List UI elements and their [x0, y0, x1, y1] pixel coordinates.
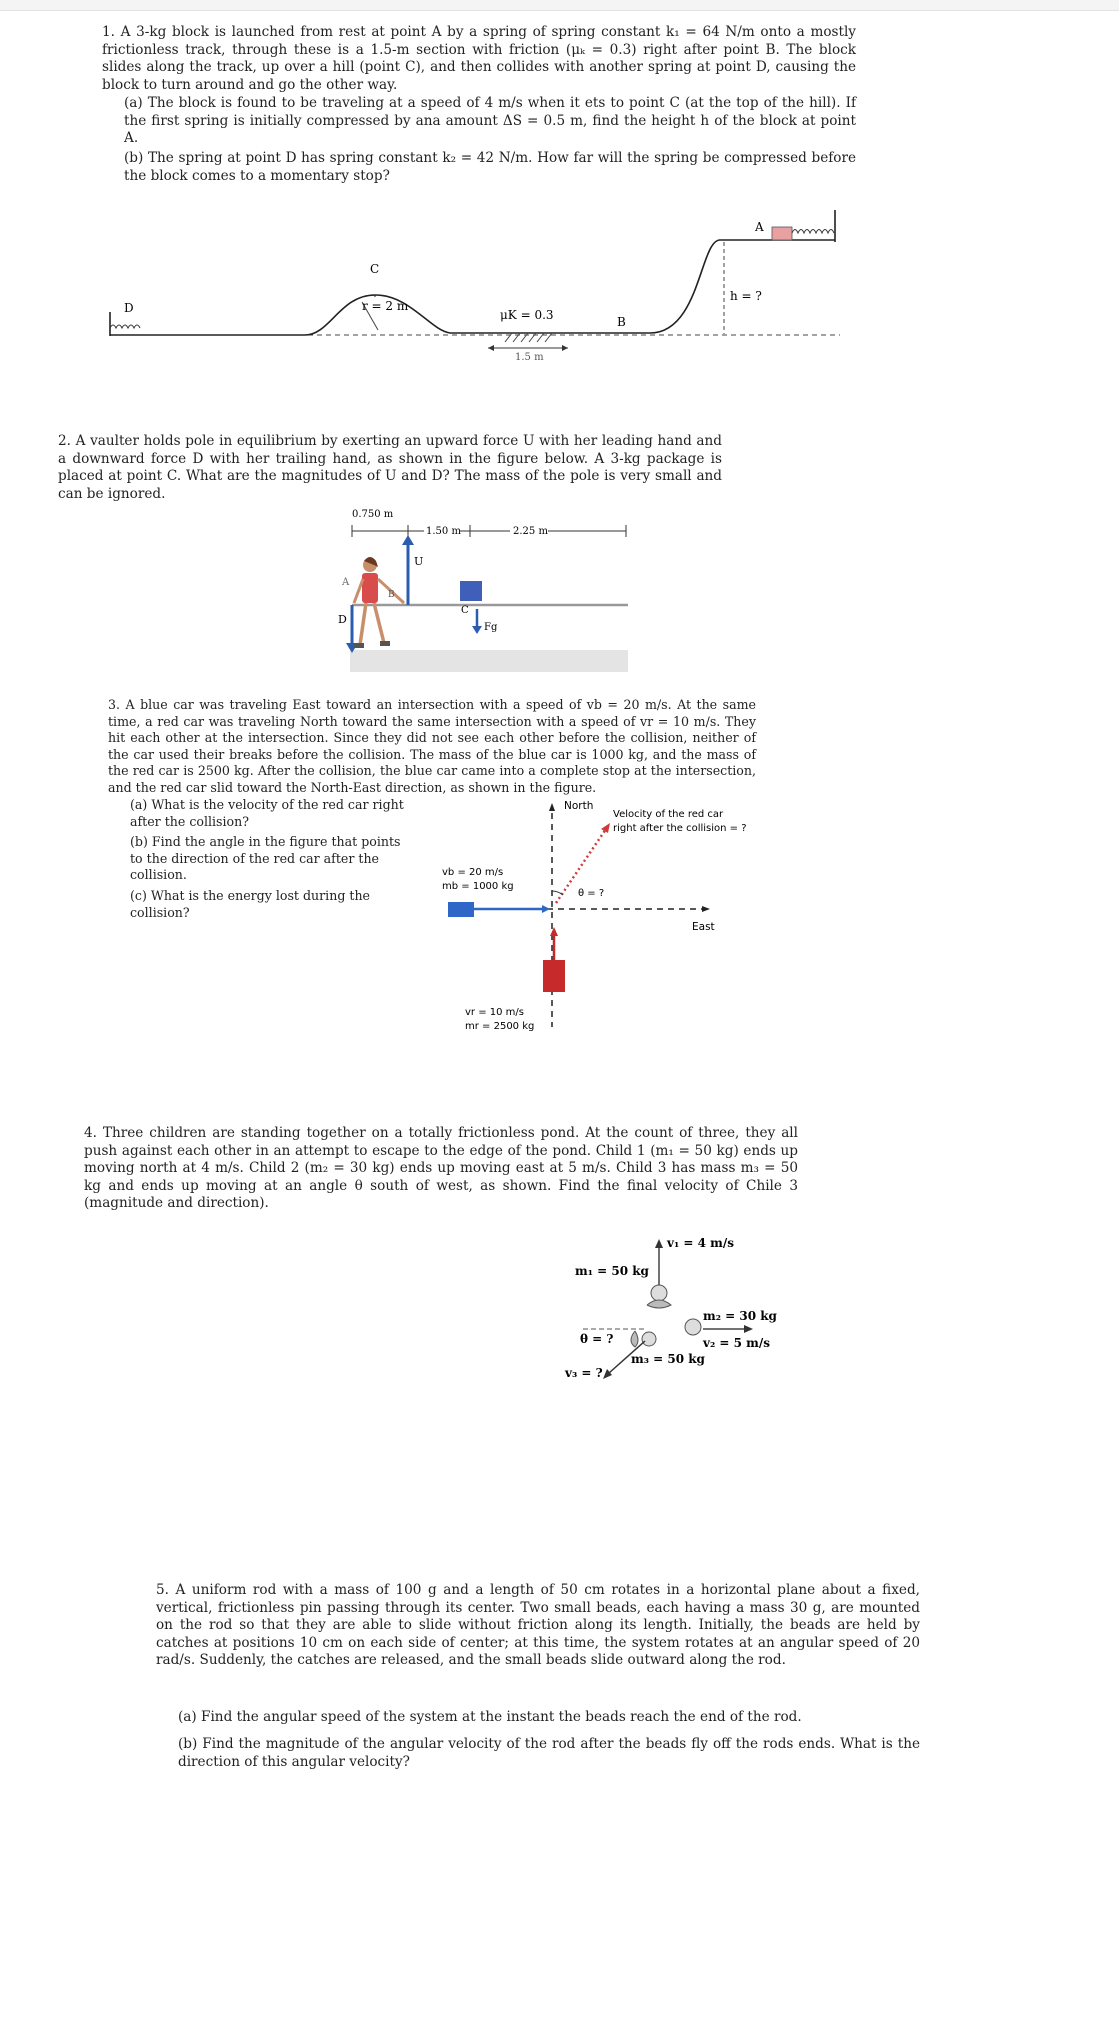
label-v2: v₂ = 5 m/s: [703, 1336, 771, 1350]
problem-3b: (b) Find the angle in the figure that points to the direction of the red car after the collision.: [130, 834, 401, 883]
problem-3c: (c) What is the energy lost during the collision?: [130, 888, 371, 920]
problem-1-text: 1. A 3-kg block is launched from rest at point A by a spring of spring constant k₁ = 64 N/m onto a mostly frictionless track, through these is a 1.5-m section with friction (μₖ = 0.3) right after point B. The block slides along the track, up over a hill (point C), and then collides with another spring at point D, causing the block to turn around and go the other way.: [102, 24, 856, 93]
label-d2: 1.50 m: [426, 526, 461, 537]
label-north: North: [564, 800, 594, 812]
label-east: East: [692, 921, 715, 933]
label-c: C: [461, 605, 469, 616]
label-m3: m₃ = 50 kg: [631, 1352, 705, 1366]
label-length: 1.5 m: [515, 352, 544, 360]
blue-car: [448, 902, 474, 917]
figure-2-vaulter: [338, 505, 638, 675]
problem-3-text: 3. A blue car was traveling East toward an intersection with a speed of vb = 20 m/s. At the same time, a red car was traveling North toward the same intersection with a speed of vr = 10 m/s. They hit each other at the intersection. Since they did not see each other before the collision, neither of the car used their breaks before the collision. The mass of the blue car is 1000 kg, and the mass of the red car is 2500 kg. After the collision, the blue car came into a complete stop at the intersection, and the red car slid toward the North-East direction, as shown in the figure.: [108, 697, 756, 795]
label-d3: 2.25 m: [513, 526, 548, 537]
figure-3-intersection: [430, 795, 760, 1040]
label-c: C: [370, 262, 380, 276]
label-mr: mr = 2500 kg: [465, 1021, 535, 1032]
label-b: B: [617, 315, 626, 329]
label-d1: 0.750 m: [352, 509, 394, 520]
label-v1: v₁ = 4 m/s: [667, 1236, 735, 1250]
figure-1-track: [100, 200, 860, 360]
label-height: h = ?: [730, 289, 762, 303]
problem-5b: (b) Find the magnitude of the angular velocity of the rod after the beads fly off the rods ends. What is the direction of this angular velocity?: [178, 1736, 920, 1770]
problem-1a: (a) The block is found to be traveling at a speed of 4 m/s when it ets to point C (at the top of the hill). If the first spring is initially compressed by ana amount ΔS = 0.5 m, find the height h of the block at point A.: [124, 95, 856, 146]
label-theta: θ = ?: [580, 1332, 614, 1346]
label-v3: v₃ = ?: [565, 1366, 603, 1380]
label-m2: m₂ = 30 kg: [703, 1309, 777, 1323]
label-m1: m₁ = 50 kg: [575, 1264, 649, 1278]
label-d: D: [124, 301, 134, 315]
top-bar: [0, 0, 1119, 11]
problem-2-text: 2. A vaulter holds pole in equilibrium by exerting an upward force U with her leading hand and a downward force D with her trailing hand, as shown in the figure below. A 3-kg package is placed at point C. What are the magnitudes of U and D? The mass of the pole is very small and can be ignored.: [58, 433, 722, 502]
label-mu: μK = 0.3: [500, 308, 554, 322]
problem-4-text: 4. Three children are standing together on a totally frictionless pond. At the count of three, they all push against each other in an attempt to escape to the edge of the pond. Child 1 (m₁ = 50 kg) ends up moving north at 4 m/s. Child 2 (m₂ = 30 kg) ends up moving east at 5 m/s. Child 3 has mass m₃ = 50 kg and ends up moving at an angle θ south of west, as shown. Find the final velocity of Chile 3 (magnitude and direction).: [84, 1125, 798, 1211]
label-force-u: U: [414, 555, 424, 568]
problem-1b: (b) The spring at point D has spring constant k₂ = 42 N/m. How far will the spring be compressed before the block comes to a momentary stop?: [124, 150, 856, 184]
problem-3a: (a) What is the velocity of the red car right after the collision?: [130, 797, 404, 829]
figure-4-children: [555, 1225, 805, 1395]
label-mb: mb = 1000 kg: [442, 881, 514, 892]
label-vb: vb = 20 m/s: [442, 867, 504, 878]
label-b: B: [388, 590, 395, 600]
problem-5-text: 5. A uniform rod with a mass of 100 g and a length of 50 cm rotates in a horizontal plane about a fixed, vertical, frictionless pin passing through its center. Two small beads, each having a mass 30 g, are mounted on the rod so that they are able to slide without friction along its length. Initially, the beads are held by catches at positions 10 cm on each side of center; at this time, the system rotates at an angular speed of 20 rad/s. Suddenly, the catches are released, and the small beads slide outward along the rod.: [156, 1582, 920, 1668]
label-a: A: [342, 577, 350, 588]
package: [460, 581, 482, 601]
label-vel-1: Velocity of the red car: [613, 809, 724, 820]
label-theta: θ = ?: [578, 888, 605, 899]
problem-5a: (a) Find the angular speed of the system at the instant the beads reach the end of the rod.: [178, 1709, 802, 1725]
label-force-d: D: [338, 613, 347, 626]
label-vel-2: right after the collision = ?: [613, 823, 747, 834]
block-a: [772, 227, 792, 240]
red-car: [543, 960, 565, 992]
label-radius: r = 2 m: [362, 299, 409, 313]
label-vr: vr = 10 m/s: [465, 1007, 524, 1018]
label-force-fg: Fg: [484, 622, 498, 633]
label-a: A: [755, 220, 764, 234]
